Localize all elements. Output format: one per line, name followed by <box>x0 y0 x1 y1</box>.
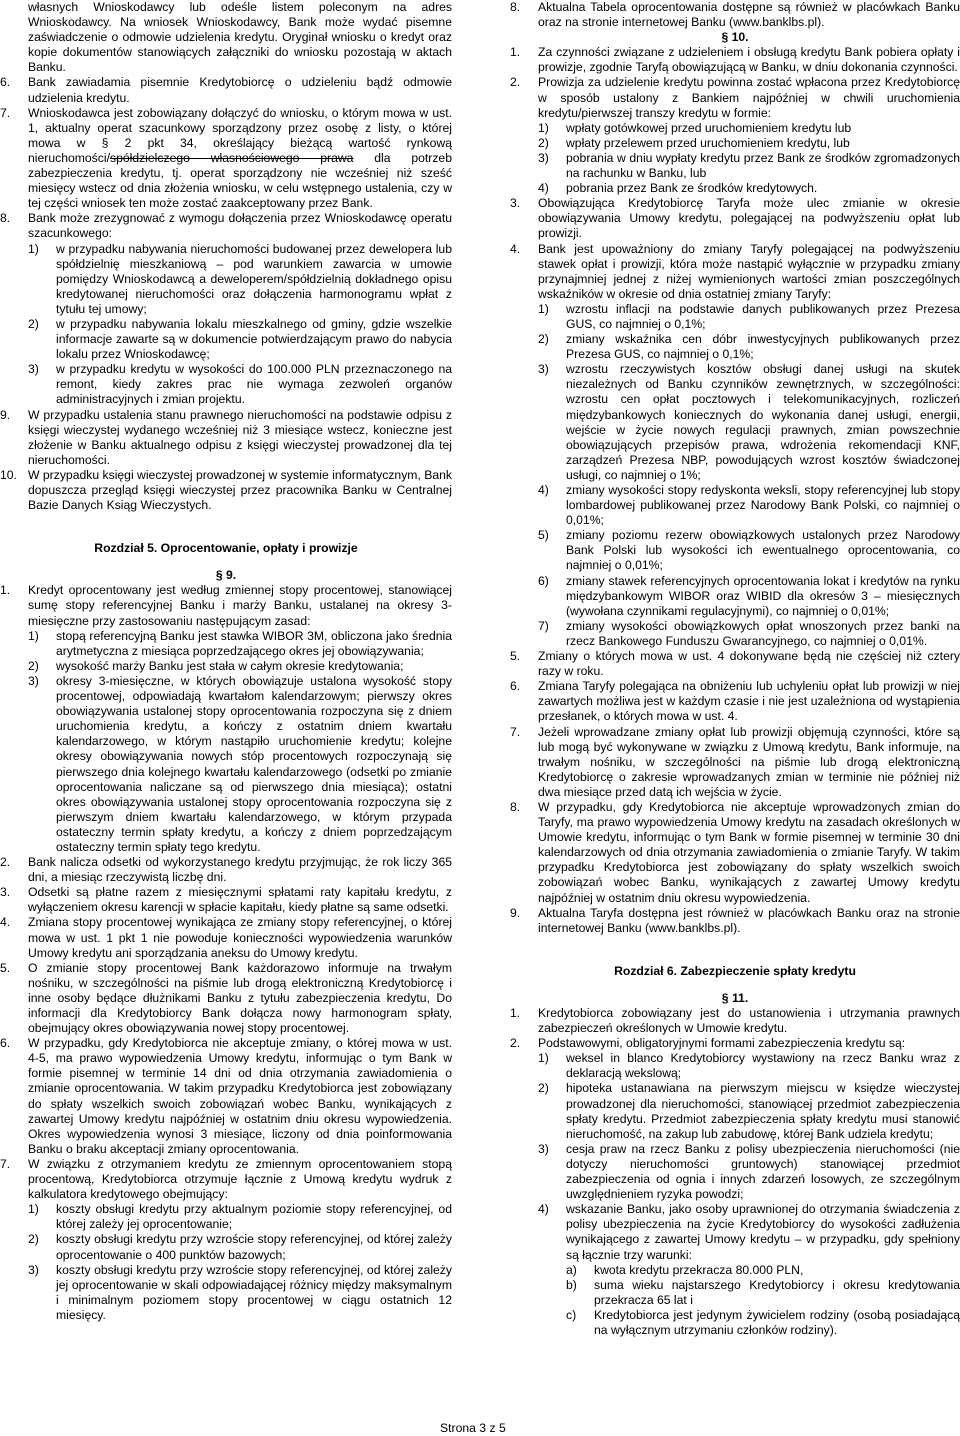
sub-sub-item: b) suma wieku najstarszego Kredytobiorcy i okresu kredytowania przekracza 65 lat i <box>566 1277 960 1307</box>
sub-item: 2) w przypadku nabywania lokalu mieszkalnego od gminy, gdzie wszelkie informacje zawarte są w dokumencie potwierdzającym prawo do nabycia lokalu przez Wnioskodawcę; <box>28 316 452 362</box>
list-item-10: 10. W przypadku księgi wieczystej prowadzonej w systemie informatycznym, Bank dopuszcza przegląd księgi wieczystej przez pracownika Banku w Centralnej Bazie Danych Ksiąg Wieczystych. <box>0 467 453 513</box>
list-item-7: 7. Wnioskodawca jest zobowiązany dołączyć do wniosku, o którym mowa w ust. 1, aktualny operat szacunkowy sporządzony przez osobę z listy, o której mowa w § 2 pkt 34, określający bieżącą wartość rynkową nieruchomości/spółdzielczego własnościowego prawa dla potrzeb zabezpieczenia kredytu, tj. operat sporządzony nie wcześniej niż sześć miesięcy wstecz od dnia złożenia wniosku, w celu wstępnego ustalenia, czy w tej części wniosek ten może zostać zaakceptowany przez Bank. <box>0 105 452 211</box>
chapter-5-heading: Rozdział 5. Oprocentowanie, opłaty i prowizje <box>94 541 358 556</box>
sub-item: 1) weksel in blanco Kredytobiorcy wystawiony na rzecz Banku wraz z deklaracją wekslową; <box>538 1051 960 1081</box>
right-column <box>510 0 960 1338</box>
sub-item: 2) wysokość marży Banku jest stała w całym okresie kredytowania; <box>28 658 404 673</box>
sub-item: 7) zmiany wysokości obowiązkowych opłat wnoszonych przez banki na rzecz Bankowego Funduszu Gwarancyjnego, co najmniej o 0,01%. <box>538 618 960 648</box>
s10-item-1: 1. Za czynności związane z udzieleniem i obsługą kredytu Bank pobiera opłaty i prowizje, zgodnie Taryfą obowiązującą w Banku, w dniu dokonania czynności. <box>510 45 960 75</box>
sub-sub-item: c) Kredytobiorca jest jedynym żywicielem rodziny (osobą posiadającą na wyłącznym utrzymaniu członków rodziny). <box>566 1307 960 1337</box>
sub-item: 6) zmiany stawek referencyjnych oprocentowania lokat i kredytów na rynku międzybankowym WIBOR oraz WIBID dla okresów 3 – miesięcznych (wywołana czynnikami regulacyjnymi), co najmniej o 0,01%; <box>538 573 960 618</box>
s10-item-4: 4. Bank jest upoważniony do zmiany Taryfy polegającej na podwyższeniu stawek opłat i prowizji, która może nastąpić wyłącznie w przypadku zmiany przynajmniej jednej z niżej wymienionych wartości zmian poszczególnych wskaźników w okresie od dnia ostatniej zmiany Taryfy: <box>510 241 960 301</box>
page-number: Strona 3 z 5 <box>440 1421 506 1435</box>
sub-item: 1) stopą referencyjną Banku jest stawka WIBOR 3M, obliczona jako średnia arytmetyczna z miesiąca poprzedzającego okres jej obowiązywania; <box>28 628 452 658</box>
sub-item: 1) w przypadku nabywania nieruchomości budowanej przez dewelopera lub spółdzielnię mieszkaniową – pod warunkiem zawarcia w umowie pomiędzy Wnioskodawcą a deweloperem/spółdzielnią dokładnego opisu kredytowanej nieruchomości oraz dołączenia harmonogramu wpłat z tytułu tej umowy; <box>28 241 452 316</box>
section-10-heading: § 10. <box>721 30 749 45</box>
sub-item: 3) pobrania w dniu wypłaty kredytu przez Bank ze środków zgromadzonych na rachunku w Banku, lub <box>538 150 960 181</box>
s11-item-2: 2. Podstawowymi, obligatoryjnymi formami zabezpieczenia kredytu są: <box>510 1036 906 1051</box>
sub-item: 3) okresy 3-miesięczne, w których obowiązuje ustalona wysokość stopy procentowej, odpowiadają kwartałom kalendarzowym; pierwszy okres obowiązywania ustalonej stopy oprocentowania rozpoczyna się z dniem uruchomienia kredytu, a kończy z ostatnim dniem kwartału kalendarzowego, w którym nastąpiło uruchomienie kredytu; kolejne okresy obowiązywania nowych stóp procentowych rozpoczynają się pierwszego dnia kolejnego kwartału kalendarzowego (odsetki po zmianie oprocentowania naliczane są od pierwszego dnia miesiąca); ostatni okres obowiązywania ustalonej stopy oprocentowania rozpoczyna się z pierwszym dniem kwartału kalendarzowego, w którym przypada ostateczny termin spłaty kredytu, a kończy z dniem poprzedzającym ostateczny termin spłaty tego kredytu. <box>28 673 452 854</box>
s10-item-2: 2. Prowizja za udzielenie kredytu powinna zostać wpłacona przez Kredytobiorcę w sposób ustalony z Bankiem najpóźniej w chwili uruchomienia kredytu/pierwszej transzy kredytu w formie: <box>510 75 960 120</box>
sub-item: 3) cesja praw na rzecz Banku z polisy ubezpieczenia nieruchomości (nie dotyczy nieruchomości gruntowych) stanowiącej przedmiot zabezpieczenia od ognia i innych zdarzeń losowych, ze szczególnym uwzględnieniem ryzyka powodzi; <box>538 1141 960 1202</box>
sub-item: 1) wzrostu inflacji na podstawie danych publikowanych przez Prezesa GUS, co najmniej o 0,1%; <box>538 301 960 331</box>
sub-item: 2) koszty obsługi kredytu przy wzroście stopy referencyjnej, od której zależy oprocentowanie o 400 punktów bazowych; <box>28 1232 452 1262</box>
sub-item: 3) koszty obsługi kredytu przy wzroście stopy referencyjnej, od której zależy jej oprocentowanie w skali odpowiadającej różnicy między maksymalnym i minimalnym poziomem stopy procentowej w ciągu ostatnich 12 miesięcy. <box>28 1262 452 1322</box>
sub-sub-item: a) kwota kredytu przekracza 80.000 PLN, <box>566 1262 804 1277</box>
s10-item-3: 3. Obowiązująca Kredytobiorcę Taryfa może ulec zmianie w okresie obowiązywania Umowy kredytu, polegającej na podwyższeniu opłat lub prowizji. <box>510 196 960 241</box>
s10-item-9: 9. Aktualna Taryfa dostępna jest również w placówkach Banku oraz na stronie internetowej Banku (www.banklbs.pl). <box>510 905 960 935</box>
s11-item-1: 1. Kredytobiorca zobowiązany jest do ustanowienia i utrzymania prawnych zabezpieczeń określonych w Umowie kredytu. <box>510 1006 960 1036</box>
s9-item-3: 3. Odsetki są płatne razem z miesięcznymi spłatami raty kapitału kredytu, z wyłączeniem okresu karencji w spłacie kapitału, kiedy płatne są same odsetki. <box>0 885 452 915</box>
sub-item: 1) wpłaty gotówkowej przed uruchomieniem kredytu lub <box>538 120 852 135</box>
sub-item: 5) zmiany poziomu rezerw obowiązkowych ustalonych przez Narodowy Bank Polski lub wysokości ich ewentualnego oprocentowania, co najmniej o 0,01%; <box>538 528 960 573</box>
sub-item: 1) koszty obsługi kredytu przy aktualnym poziomie stopy referencyjnej, od której zależy jej oprocentowanie; <box>28 1202 452 1232</box>
sub-item: 2) hipoteka ustanawiana na pierwszym miejscu w księdze wieczystej prowadzonej dla nieruchomości, stanowiącej przedmiot zabezpieczenia spłaty kredytu. Przedmiot zabezpieczenia spłaty kredytu musi stanowić nieruchomość, na zakup lub zabudowę, której Bank udziela kredytu; <box>538 1081 960 1141</box>
list-item-9: 9. W przypadku ustalenia stanu prawnego nieruchomości na podstawie odpisu z księgi wieczystej wydanego wcześniej niż 3 miesiące wstecz, konieczne jest złożenie w Banku aktualnego odpisu z księgi wieczystej prowadzonej dla tej nieruchomości. <box>0 407 452 467</box>
s10-item-8: 8. W przypadku, gdy Kredytobiorca nie akceptuje wprowadzonych zmian do Taryfy, ma prawo wypowiedzenia Umowy kredytu na zasadach określonych w Umowie kredytu, informując o tym Bank w formie pisemnej w terminie 30 dni kalendarzowych od dnia otrzymania zawiadomienia o zmianie Taryfy. W takim przypadku Kredytobiorca jest zobowiązany do spłaty wszelkich swoich zobowiązań wobec Banku, wynikających z zawartej Umowy kredytu najpóźniej w ostatnim dniu okresu wypowiedzenia. <box>510 799 960 905</box>
s10-item-7: 7. Jeżeli wprowadzane zmiany opłat lub prowizji objęmują czynności, które są lub mogą być wykonywane w związku z Umową kredytu, Bank informuje, na trwałym nośniku, w szczególności na piśmie lub drogą elektroniczną Kredytobiorcę o zakresie wprowadzanych zmian w terminie nie później niż dwa miesiące przed datą ich wejścia w życie. <box>510 724 960 799</box>
s9-item-4: 4. Zmiana stopy procentowej wynikająca ze zmiany stopy referencyjnej, o której mowa w ust. 1 pkt 1 nie powoduje konieczności wypowiedzenia warunków Umowy kredytu ani sporządzania aneksu do Umowy kredytu. <box>0 915 452 960</box>
sub-item: 4) pobrania przez Bank ze środków kredytowych. <box>538 181 818 196</box>
s9-item-2: 2. Bank nalicza odsetki od wykorzystanego kredytu przyjmując, że rok liczy 365 dni, a miesiąc rzeczywistą liczbę dni. <box>0 855 452 885</box>
sub-item: 3) w przypadku kredytu w wysokości do 100.000 PLN przeznaczonego na remont, kiedy zakres prac nie wymaga zezwoleń organów administracyjnych i zmian projektu. <box>28 362 452 407</box>
s10-item-5: 5. Zmiany o których mowa w ust. 4 dokonywane będą nie częściej niż cztery razy w roku. <box>510 649 960 679</box>
sub-item: 2) wpłaty przelewem przed uruchomieniem kredytu, lub <box>538 135 850 150</box>
section-11-heading: § 11. <box>721 990 749 1005</box>
s9-item-1: 1. Kredyt oprocentowany jest według zmiennej stopy procentowej, stanowiącej sumę stopy referencyjnej Banku i marży Banku, ustalanej na okresy 3-miesięczne przy zastosowaniu następującym zasad: <box>0 583 452 628</box>
section-9-heading: § 9. <box>215 568 237 583</box>
intro-paragraph: własnych Wnioskodawcy lub odeśle listem poleconym na adres Wnioskodawcy. Na wniosek Wnioskodawcy, Bank może wydać pisemne zaświadczenie o odmowie udzielenia kredytu. Oryginał wniosku o kredyt oraz kopie dokumentów stanowiących załączniki do wniosku pozostają w aktach Banku. <box>28 0 452 75</box>
s9-item-6: 6. W przypadku, gdy Kredytobiorca nie akceptuje zmiany, o której mowa w ust. 4-5, ma prawo wypowiedzenia Umowy kredytu, informując o tym Bank w formie pisemnej w terminie 14 dni od dnia otrzymania zawiadomienia o zmianie oprocentowania. W takim przypadku Kredytobiorca jest zobowiązany do spłaty wszelkich swoich zobowiązań wobec Banku, wynikających z zawartej Umowy kredytu najpóźniej w ostatnim dniu okresu wypowiedzenia. Okres wypowiedzenia wynosi 3 miesiące, liczony od dnia poinformowania Banku o braku akceptacji zmiany oprocentowania. <box>0 1036 452 1156</box>
sub-item: 4) zmiany wysokości stopy redyskonta weksli, stopy referencyjnej lub stopy lombardowej publikowanej przez Narodowy Bank Polski, co najmniej o 0,01%; <box>538 483 960 528</box>
chapter-6-heading: Rozdział 6. Zabezpieczenie spłaty kredytu <box>614 963 856 978</box>
left-column <box>0 0 452 1323</box>
s9-item-8: 8. Aktualna Tabela oprocentowania dostępne są również w placówkach Banku oraz na stronie internetowej Banku (www.banklbs.pl). <box>510 0 960 30</box>
struck-text: spółdzielczego własnościowego prawa <box>109 150 354 165</box>
sub-item: 4) wskazanie Banku, jako osoby uprawnionej do otrzymania świadczenia z polisy ubezpieczenia na życie Kredytobiorcy do wysokości zadłużenia wynikającego z zawartej Umowy kredytu – w przypadku, gdy spełniony są łącznie trzy warunki: <box>538 1202 960 1262</box>
sub-item: 3) wzrostu rzeczywistych kosztów obsługi danej usługi na skutek niezależnych od Banku czynników zewnętrznych, w szczególności: wzrostu cen opłat pocztowych i telekomunikacyjnych, rozliczeń międzybankowych koniecznych do wykonania danej usługi, energii, wejście w życie nowych regulacji prawnych, zmian powszechnie obowiązujących przepisów prawa, wdrożenia rekomendacji KNF, zarządzeń Prezesa NBP, powodujących wzrost kosztów świadczonej usługi, co najmniej o 1%; <box>538 362 960 482</box>
list-item-6: 6. Bank zawiadamia pisemnie Kredytobiorcę o udzieleniu bądź odmowie udzielenia kredytu. <box>0 75 452 105</box>
s9-item-7: 7. W związku z otrzymaniem kredytu ze zmiennym oprocentowaniem stopą procentową, Kredytobiorca otrzymuje łącznie z Umową kredytu wydruk z kalkulatora kredytowego obejmujący: <box>0 1156 452 1202</box>
list-item-8: 8. Bank może zrezygnować z wymogu dołączenia przez Wnioskodawcę operatu szacunkowego: <box>0 211 452 241</box>
s10-item-6: 6. Zmiana Taryfy polegająca na obniżeniu lub uchyleniu opłat lub prowizji w niej zawartych możliwa jest w każdym czasie i nie jest uzależniona od wystąpienia przesłanek, o których mowa w ust. 4. <box>510 679 960 724</box>
s9-item-5: 5. O zmianie stopy procentowej Bank każdorazowo informuje na trwałym nośniku, w szczególności na piśmie lub drogą elektroniczną Kredytobiorcę i inne osoby będące dłużnikami Banku z tytułu zabezpieczenia kredytu, Do informacji dla Kredytobiorcy Bank dołącza nowy harmonogram spłaty, obejmujący okres obowiązywania nowej stopy procentowej. <box>0 960 452 1036</box>
sub-item: 2) zmiany wskaźnika cen dóbr inwestycyjnych publikowanych przez Prezesa GUS, co najmniej o 0,1%; <box>538 332 960 362</box>
